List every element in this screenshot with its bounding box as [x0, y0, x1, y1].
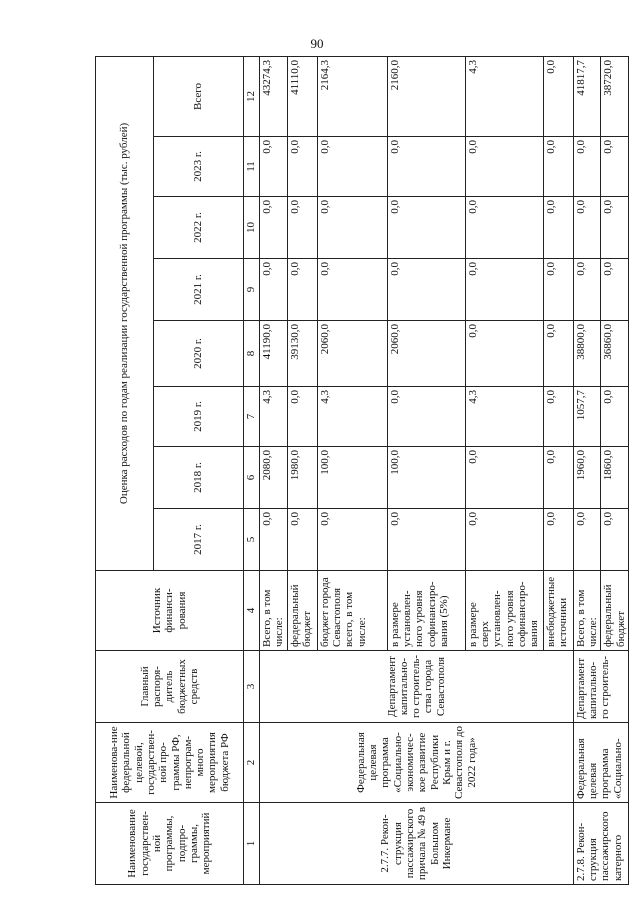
header-expense-estimate: Оценка расходов по годам реализации государственной программы (тыс. рублей) — [96, 56, 154, 570]
value-cell: 0,0 — [601, 137, 629, 197]
value-cell: 0,0 — [601, 387, 629, 447]
value-cell: 0,0 — [543, 387, 573, 447]
federal-program-name: Федеральная целевая программа «Социально-экономичес-кое развитие Республики Крым и г. Севастополя до 2022 года» — [260, 723, 574, 803]
value-cell: 1860,0 — [601, 447, 629, 509]
value-cell: 0,0 — [317, 259, 387, 321]
header-program-name: Наименование государствен-ной программы, подпро-граммы, мероприятий — [96, 803, 244, 885]
value-cell: 0,0 — [465, 259, 543, 321]
value-cell: 0,0 — [387, 137, 465, 197]
budget-table-container — [95, 57, 627, 885]
value-cell: 0,0 — [317, 197, 387, 259]
value-cell: 0,0 — [465, 321, 543, 387]
value-cell: 0,0 — [287, 387, 317, 447]
value-cell: 0,0 — [465, 197, 543, 259]
value-cell: 0,0 — [287, 197, 317, 259]
value-cell: 2060,0 — [317, 321, 387, 387]
value-cell: 0,0 — [260, 259, 288, 321]
column-number: 1 — [244, 803, 260, 885]
header-year: 2022 г. — [154, 197, 244, 259]
funding-source: в размере установлен-ного уровня софинансиро-вания (5%) — [387, 571, 465, 651]
column-number: 7 — [244, 387, 260, 447]
header-year: 2020 г. — [154, 321, 244, 387]
column-number: 10 — [244, 197, 260, 259]
value-cell: 0,0 — [573, 259, 601, 321]
value-cell: 100,0 — [317, 447, 387, 509]
value-cell: 0,0 — [465, 447, 543, 509]
total-cell: 43274,3 — [260, 56, 288, 136]
value-cell: 0,0 — [573, 137, 601, 197]
value-cell: 0,0 — [260, 197, 288, 259]
table-row — [260, 56, 288, 884]
budget-manager: Департамент капитально-го строитель-ства города Севастополя — [260, 651, 574, 723]
funding-source: в размере сверх установлен-ного уровня софинансиро-вания — [465, 571, 543, 651]
header-year: 2018 г. — [154, 447, 244, 509]
value-cell: 36860,0 — [601, 321, 629, 387]
value-cell: 0,0 — [543, 137, 573, 197]
header-budget-manager: Главный распоря-дитель бюджетных средств — [96, 651, 244, 723]
header-year: 2017 г. — [154, 509, 244, 571]
value-cell: 0,0 — [317, 137, 387, 197]
value-cell: 0,0 — [387, 259, 465, 321]
value-cell: 0,0 — [287, 137, 317, 197]
value-cell: 0,0 — [260, 509, 288, 571]
value-cell: 0,0 — [573, 509, 601, 571]
header-year: 2021 г. — [154, 259, 244, 321]
value-cell: 4,3 — [317, 387, 387, 447]
header-federal-program: Наименова-ние федеральной целевой, государствен-ной про-граммы РФ, непрограм-много мероприятия бюджета РФ — [96, 723, 244, 803]
value-cell: 0,0 — [573, 197, 601, 259]
budget-manager: Департамент капитально-го строитель- — [573, 651, 629, 723]
value-cell: 0,0 — [601, 197, 629, 259]
funding-source: федеральный бюджет — [287, 571, 317, 651]
value-cell: 4,3 — [260, 387, 288, 447]
value-cell: 39130,0 — [287, 321, 317, 387]
table-row — [573, 56, 601, 884]
total-cell: 4,3 — [465, 56, 543, 136]
total-cell: 41817,7 — [573, 56, 601, 136]
budget-table — [95, 56, 629, 885]
value-cell: 0,0 — [601, 509, 629, 571]
total-cell: 38720,0 — [601, 56, 629, 136]
value-cell: 0,0 — [287, 259, 317, 321]
value-cell: 4,3 — [465, 387, 543, 447]
funding-source: бюджет города Севастополя всего, в том числе: — [317, 571, 387, 651]
value-cell: 0,0 — [287, 509, 317, 571]
value-cell: 0,0 — [465, 509, 543, 571]
value-cell: 1960,0 — [573, 447, 601, 509]
header-year: 2023 г. — [154, 137, 244, 197]
column-number: 5 — [244, 509, 260, 571]
value-cell: 0,0 — [387, 197, 465, 259]
rotated-table — [95, 57, 627, 885]
measure-name: 2.7.7. Рекон-струкция пассажирского причала № 49 в Большом Инкермане — [260, 803, 574, 885]
value-cell: 2080,0 — [260, 447, 288, 509]
header-total: Всего — [154, 56, 244, 136]
column-number: 4 — [244, 571, 260, 651]
value-cell: 41190,0 — [260, 321, 288, 387]
funding-source: федеральный бюджет — [601, 571, 629, 651]
column-number: 3 — [244, 651, 260, 723]
column-number: 8 — [244, 321, 260, 387]
value-cell: 1980,0 — [287, 447, 317, 509]
total-cell: 41110,0 — [287, 56, 317, 136]
value-cell: 0,0 — [387, 387, 465, 447]
page-number: 90 — [310, 36, 324, 51]
value-cell: 2060,0 — [387, 321, 465, 387]
value-cell: 0,0 — [543, 447, 573, 509]
value-cell: 1057,7 — [573, 387, 601, 447]
column-number: 11 — [244, 137, 260, 197]
total-cell: 0,0 — [543, 56, 573, 136]
header-funding-source: Источник финанси-рования — [96, 571, 244, 651]
value-cell: 0,0 — [543, 197, 573, 259]
column-number: 2 — [244, 723, 260, 803]
header-year: 2019 г. — [154, 387, 244, 447]
federal-program-name: Федеральная целевая программа «Социально- — [573, 723, 629, 803]
value-cell: 0,0 — [465, 137, 543, 197]
value-cell: 0,0 — [317, 509, 387, 571]
value-cell: 0,0 — [387, 509, 465, 571]
column-number-row — [244, 56, 260, 884]
value-cell: 0,0 — [601, 259, 629, 321]
funding-source: Всего, в том числе: — [573, 571, 601, 651]
value-cell: 100,0 — [387, 447, 465, 509]
column-number: 9 — [244, 259, 260, 321]
total-cell: 2160,0 — [387, 56, 465, 136]
funding-source: Всего, в том числе: — [260, 571, 288, 651]
value-cell: 0,0 — [543, 321, 573, 387]
measure-name: 2.7.8. Рекон-струкция пассажирского катерного — [573, 803, 629, 885]
total-cell: 2164,3 — [317, 56, 387, 136]
value-cell: 0,0 — [543, 509, 573, 571]
value-cell: 0,0 — [543, 259, 573, 321]
value-cell: 38800,0 — [573, 321, 601, 387]
column-number: 6 — [244, 447, 260, 509]
column-number: 12 — [244, 56, 260, 136]
funding-source: внебюджетные источники — [543, 571, 573, 651]
value-cell: 0,0 — [260, 137, 288, 197]
